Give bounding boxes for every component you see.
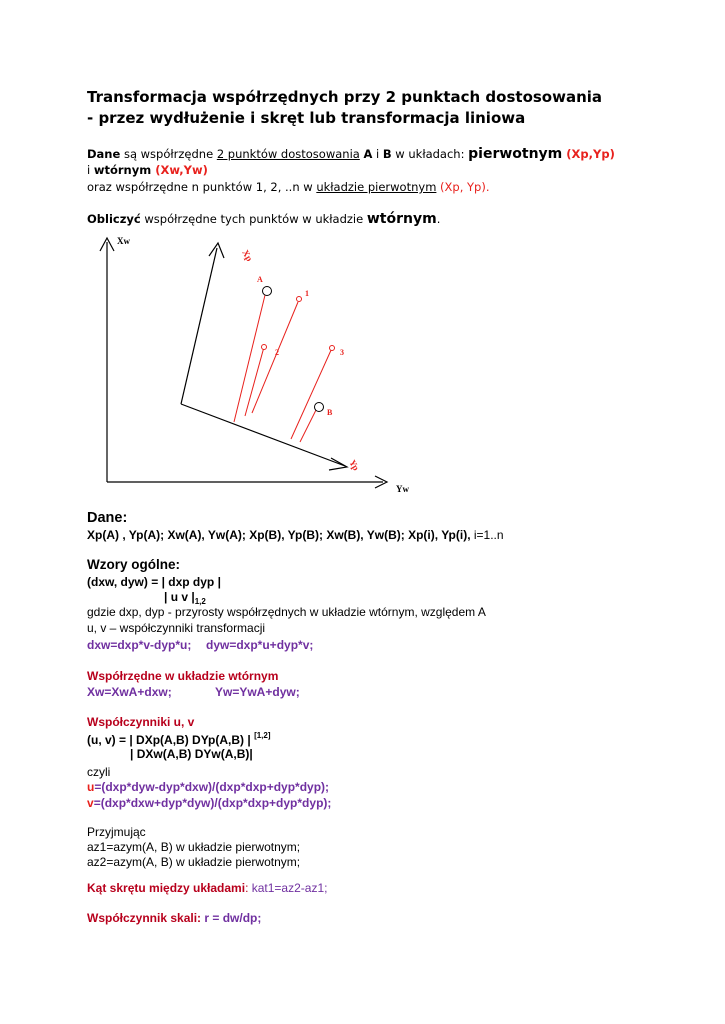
projection-line-2 <box>245 347 264 416</box>
projection-line-b <box>300 406 318 442</box>
skala-line <box>87 911 261 925</box>
xp-yp-label-2: (Xp, Yp). <box>436 180 490 194</box>
yp-axis <box>181 404 345 466</box>
intro-text: są współrzędne <box>120 147 217 161</box>
wspolczynniki-heading: Współczynniki u, v <box>87 715 195 729</box>
uv-matrix-row-2: | DXw(A,B) DYw(A,B)| <box>130 747 253 761</box>
az2-line: az2=azym(A, B) w układzie pierwotnym; <box>87 855 301 869</box>
matrix-row-2-sub: 1,2 <box>194 597 206 606</box>
u-letter: u <box>87 780 95 794</box>
n-points-text: 2 punktów dostosowania <box>216 147 360 161</box>
kat-expression: kat1=az2-az1; <box>248 881 328 895</box>
gdzie-line: gdzie dxp, dyp - przyrosty współrzędnych w układzie wtórnym, względem A <box>87 605 486 619</box>
point-b-label: B <box>327 408 333 417</box>
uv-matrix-row-1-text: (u, v) = | DXp(A,B) DYp(A,B) | <box>87 733 251 747</box>
yp-arrow-icon <box>329 458 347 470</box>
point-b-marker <box>315 403 324 412</box>
xw-equation: Xw=XwA+dxw; <box>87 685 172 699</box>
wtorne-heading: Współrzędne w układzie wtórnym <box>87 669 279 683</box>
point-a-label: A <box>257 275 263 284</box>
dane-list-range: i=1..n <box>470 528 504 542</box>
kat-label: Kąt skrętu między układami <box>87 881 246 895</box>
page-subtitle: - przez wydłużenie i skręt lub transformacja liniowa <box>87 109 526 127</box>
xp-yp-label: (Xp,Yp) <box>562 147 615 161</box>
u-expression: =(dxp*dyw-dyp*dxw)/(dxp*dxp+dyp*dyp); <box>94 780 330 794</box>
page-title: Transformacja współrzędnych przy 2 punktach dostosowania <box>87 88 603 106</box>
az1-line: az1=azym(A, B) w układzie pierwotnym; <box>87 840 301 854</box>
intro-oraz: oraz współrzędne n punktów 1, 2, ..n w <box>87 180 317 194</box>
point-a: A <box>363 147 373 161</box>
intro-and-2: i <box>87 163 94 177</box>
projection-line-3 <box>291 348 332 439</box>
task-dot: . <box>436 212 441 226</box>
xp-axis-label: Xp <box>240 248 255 263</box>
dane-word: Dane <box>87 147 121 161</box>
uv-line: u, v – współczynniki transformacji <box>87 621 266 635</box>
dane-heading: Dane: <box>87 510 128 526</box>
v-letter: v <box>87 796 94 810</box>
xw-yw-label: (Xw,Yw) <box>151 163 208 177</box>
skala-label: Współczynnik skali: <box>87 911 202 925</box>
task-line <box>87 211 440 227</box>
intro-systems: w układach: <box>391 147 469 161</box>
point-a-marker <box>263 287 272 296</box>
matrix-row-1: (dxw, dyw) = | dxp dyp | <box>87 575 221 589</box>
v-expression: =(dxp*dxw+dyp*dyw)/(dxp*dxp+dyp*dyp); <box>93 796 332 810</box>
u-equation <box>87 780 329 794</box>
wtornym-word-2: wtórnym <box>366 211 437 227</box>
task-text: współrzędne tych punktów w układzie <box>140 212 367 226</box>
wzory-heading: Wzory ogólne: <box>87 557 180 572</box>
pierwotnym-word: pierwotnym <box>468 146 563 162</box>
dane-list <box>87 528 504 542</box>
intro-line-2 <box>87 163 208 177</box>
point-3-label: 3 <box>340 348 344 357</box>
intro-and: i <box>372 147 383 161</box>
yw-axis-label: Yw <box>396 484 409 494</box>
yw-equation: Yw=YwA+dyw; <box>215 685 300 699</box>
matrix-row-2 <box>164 590 206 606</box>
point-1-label: 1 <box>305 289 309 298</box>
uv-matrix-row-1 <box>87 731 271 747</box>
point-3-marker <box>330 346 335 351</box>
dane-list-values: Xp(A) , Yp(A); Xw(A), Yw(A); Xp(B), Yp(B); Xw(B), Yw(B); Xp(i), Yp(i), <box>87 528 471 542</box>
matrix-row-2-text: | u v | <box>164 590 195 604</box>
kat-colon: : <box>245 881 249 895</box>
kat-line <box>87 881 327 895</box>
point-1-marker <box>297 297 302 302</box>
intro-line-3 <box>87 180 490 194</box>
yp-axis-label: Yp <box>347 458 362 473</box>
xp-axis <box>181 248 217 404</box>
dyw-equation: dyw=dxp*u+dyp*v; <box>206 638 314 652</box>
point-2-marker <box>262 345 267 350</box>
point-b: B <box>382 147 392 161</box>
dxw-equation: dxw=dxp*v-dyp*u; <box>87 638 192 652</box>
primary-system-text: układzie pierwotnym <box>316 180 437 194</box>
v-equation <box>87 796 331 810</box>
xw-axis-label: Xw <box>117 236 130 246</box>
point-2-label: 2 <box>275 348 279 357</box>
wtornym-word: wtórnym <box>93 163 152 177</box>
przyjmujac-line: Przyjmując <box>87 825 146 839</box>
coordinate-diagram <box>95 230 409 500</box>
intro-line-1 <box>87 146 615 162</box>
obliczyc-word: Obliczyć <box>87 212 141 226</box>
skala-expression: r = dw/dp; <box>201 911 262 925</box>
czyli-line: czyli <box>87 765 111 779</box>
uv-matrix-sup: [1,2] <box>254 731 271 740</box>
